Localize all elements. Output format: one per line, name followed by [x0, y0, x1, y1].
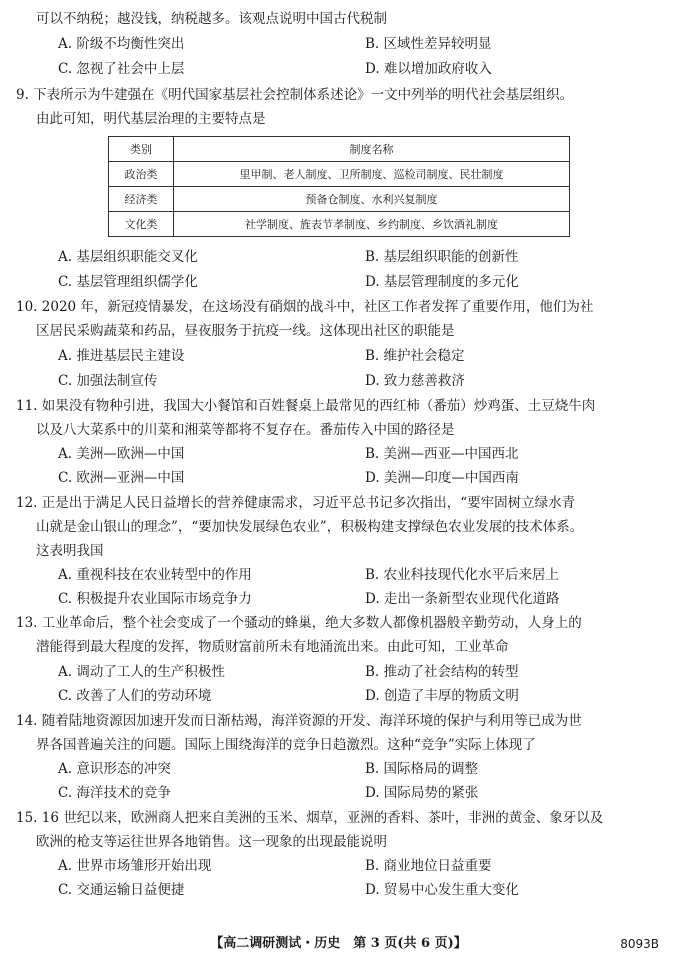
option-c: C. 改善了人们的劳动环境 [58, 688, 212, 704]
question-9-options-row-2 [0, 271, 677, 293]
table-cell-systems: 社学制度、旌表节孝制度、乡约制度、乡饮酒礼制度 [174, 212, 570, 237]
option-a: A. 世界市场雏形开始出现 [58, 858, 212, 874]
table-cell-category: 政治类 [109, 162, 174, 187]
table-header-system-name: 制度名称 [174, 137, 570, 162]
table-header-category: 类别 [109, 137, 174, 162]
question-10-options-row-1 [0, 345, 677, 367]
table-row [109, 162, 570, 187]
question-14-stem-line-1: 14. 随着陆地资源因加速开发而日渐枯竭，海洋资源的开发、海洋环境的保护与利用等已成为世 [16, 713, 582, 729]
question-9-stem-line-2: 由此可知，明代基层治理的主要特点是 [36, 111, 266, 127]
paper-code: 8093B [620, 937, 659, 951]
option-a: A. 美洲—欧洲—中国 [58, 446, 185, 462]
question-15-options-row-2 [0, 879, 677, 901]
option-c: C. 交通运输日益便捷 [58, 882, 185, 898]
question-8-stem: 可以不纳税；越没钱，纳税越多。该观点说明中国古代税制 [36, 11, 387, 27]
table-cell-category: 经济类 [109, 187, 174, 212]
option-a: A. 意识形态的冲突 [58, 761, 171, 777]
option-d: D. 国际局势的紧张 [365, 785, 479, 801]
table-row [109, 187, 570, 212]
question-11-stem-line-2: 以及八大菜系中的川菜和湘菜等都将不复存在。番茄传入中国的路径是 [36, 422, 455, 438]
option-c: C. 加强法制宣传 [58, 373, 158, 389]
question-10-stem-line-1: 10. 2020 年，新冠疫情暴发，在这场没有硝烟的战斗中，社区工作者发挥了重要作用，他们为社 [16, 299, 594, 315]
option-b: B. 区域性差异较明显 [365, 36, 492, 52]
question-12-stem-line-3: 这表明我国 [36, 543, 104, 559]
question-15-options-row-1 [0, 855, 677, 877]
table-cell-systems: 里甲制、老人制度、卫所制度、巡检司制度、民壮制度 [174, 162, 570, 187]
option-c: C. 忽视了社会中上层 [58, 61, 185, 77]
option-a: A. 基层组织职能交叉化 [58, 249, 198, 265]
question-12-options-row-1 [0, 564, 677, 586]
option-b: B. 美洲—西亚—中国西北 [365, 446, 519, 462]
option-d: D. 致力慈善救济 [365, 373, 465, 389]
question-9-stem-line-1: 9. 下表所示为牛建强在《明代国家基层社会控制体系述论》一文中列举的明代社会基层组织。 [16, 87, 574, 103]
question-15-stem-line-2: 欧洲的枪支等运往世界各地销售。这一现象的出现最能说明 [36, 834, 387, 850]
option-d: D. 基层管理制度的多元化 [365, 274, 519, 290]
option-b: B. 推动了社会结构的转型 [365, 664, 519, 680]
option-b: B. 基层组织职能的创新性 [365, 249, 519, 265]
question-11-options-row-1 [0, 443, 677, 465]
question-11-stem-line-1: 11. 如果没有物种引进，我国大小餐馆和百姓餐桌上最常见的西红柿（番茄）炒鸡蛋、土豆烧牛肉 [16, 398, 596, 414]
table-header-row [109, 137, 570, 162]
footer-title: 【高二调研测试・历史 第 3 页(共 6 页)】 [210, 936, 467, 951]
table-cell-category: 文化类 [109, 212, 174, 237]
option-c: C. 海洋技术的竞争 [58, 785, 171, 801]
option-b: B. 农业科技现代化水平后来居上 [365, 567, 560, 583]
option-c: C. 基层管理组织儒学化 [58, 274, 198, 290]
question-11-options-row-2 [0, 467, 677, 489]
option-c: C. 欧洲—亚洲—中国 [58, 470, 185, 486]
question-13-stem-line-2: 潜能得到最大程度的发挥，物质财富前所未有地涌流出来。由此可知，工业革命 [36, 639, 509, 655]
option-a: A. 调动了工人的生产积极性 [58, 664, 225, 680]
option-c: C. 积极提升农业国际市场竞争力 [58, 591, 252, 607]
question-14-stem-line-2: 界各国普遍关注的问题。国际上围绕海洋的竞争日趋激烈。这种“竞争”实际上体现了 [36, 737, 536, 753]
page-footer [0, 933, 677, 955]
option-b: B. 国际格局的调整 [365, 761, 479, 777]
question-10-stem-line-2: 区居民采购蔬菜和药品，昼夜服务于抗疫一线。这体现出社区的职能是 [36, 323, 455, 339]
option-b: B. 商业地位日益重要 [365, 858, 492, 874]
option-d: D. 难以增加政府收入 [365, 61, 492, 77]
option-d: D. 走出一条新型农业现代化道路 [365, 591, 560, 607]
table-cell-systems: 预备仓制度、水利兴复制度 [174, 187, 570, 212]
question-9-options-row-1 [0, 246, 677, 268]
question-15-stem-line-1: 15. 16 世纪以来，欧洲商人把来自美洲的玉米、烟草，亚洲的香料、茶叶，非洲的黄金、象牙以及 [16, 810, 604, 826]
question-13-options-row-1 [0, 661, 677, 683]
table-row [109, 212, 570, 237]
question-14-options-row-2 [0, 782, 677, 804]
option-d: D. 贸易中心发生重大变化 [365, 882, 519, 898]
question-8-options-row-1 [0, 33, 677, 55]
question-14-options-row-1 [0, 758, 677, 780]
option-d: D. 创造了丰厚的物质文明 [365, 688, 519, 704]
question-12-options-row-2 [0, 588, 677, 610]
question-13-stem-line-1: 13. 工业革命后，整个社会变成了一个骚动的蜂巢，绝大多数人都像机器般辛勤劳动，人身上的 [16, 615, 582, 631]
grassroots-organization-table [108, 136, 570, 237]
question-12-stem-line-2: 山就是金山银山的理念”，“要加快发展绿色农业”，积极构建支撑绿色农业发展的技术体系。 [36, 519, 584, 535]
option-a: A. 重视科技在农业转型中的作用 [58, 567, 252, 583]
question-10-options-row-2 [0, 370, 677, 392]
question-12-stem-line-1: 12. 正是出于满足人民日益增长的营养健康需求，习近平总书记多次指出，“要牢固树立绿水青 [16, 495, 576, 511]
option-b: B. 维护社会稳定 [365, 348, 465, 364]
option-a: A. 推进基层民主建设 [58, 348, 185, 364]
question-13-options-row-2 [0, 685, 677, 707]
option-a: A. 阶级不均衡性突出 [58, 36, 185, 52]
option-d: D. 美洲—印度—中国西南 [365, 470, 519, 486]
question-8-options-row-2 [0, 58, 677, 80]
